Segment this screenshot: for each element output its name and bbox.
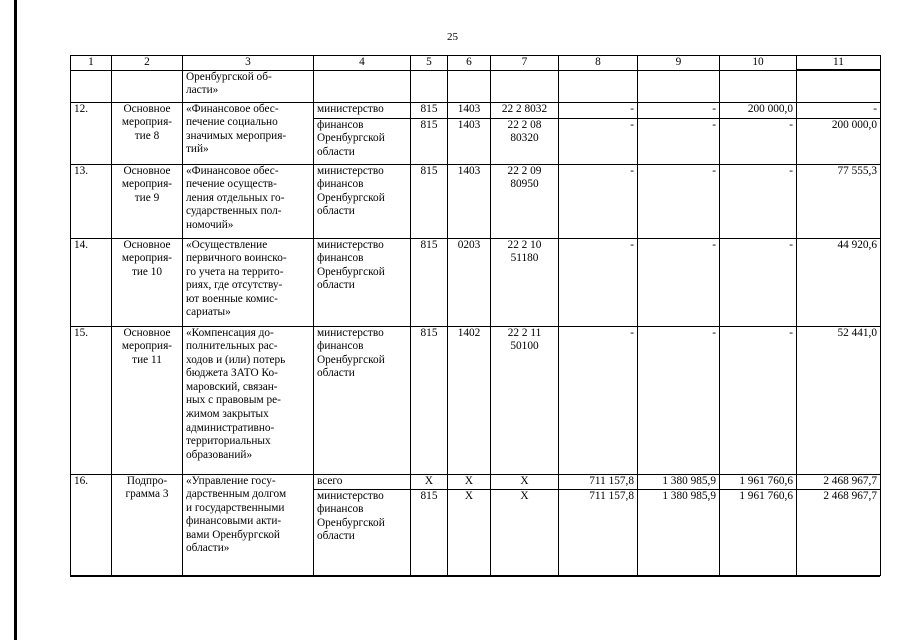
- header-cell: 8: [559, 56, 638, 71]
- cell-value: 52 441,0: [797, 326, 881, 474]
- cell-number: 15.: [71, 326, 112, 474]
- budget-table: [70, 55, 881, 576]
- cell-rzpr: 1403: [448, 164, 491, 238]
- cell-value: -: [720, 118, 797, 164]
- cell-value: -: [638, 102, 720, 118]
- cell-empty: [71, 70, 112, 102]
- cell-value: -: [638, 164, 720, 238]
- cell-value: -: [638, 118, 720, 164]
- cell-number: 14.: [71, 238, 112, 326]
- cell-value: -: [720, 238, 797, 326]
- cell-value: -: [720, 164, 797, 238]
- cell-empty: [797, 70, 881, 102]
- table-bottom-border: [70, 575, 880, 577]
- header-cell: 1: [71, 56, 112, 71]
- cell-value: 2 468 967,7: [797, 489, 881, 575]
- cell-empty: [112, 70, 183, 102]
- cell-name: Основное мероприя- тие 9: [112, 164, 183, 238]
- header-cell: 4: [314, 56, 411, 71]
- cell-executor: финансов Оренбургской области: [314, 118, 411, 164]
- cell-number: 16.: [71, 474, 112, 575]
- cell-csr: 22 2 8032: [491, 102, 559, 118]
- table-row: [71, 326, 881, 474]
- header-cell: 6: [448, 56, 491, 71]
- table-row: [71, 164, 881, 238]
- cell-csr: 22 2 08 80320: [491, 118, 559, 164]
- header-cell: 3: [183, 56, 314, 71]
- cell-value: -: [720, 326, 797, 474]
- header-row: [71, 56, 881, 71]
- cell-empty: [559, 70, 638, 102]
- cell-name: Основное мероприя- тие 10: [112, 238, 183, 326]
- table-row: [71, 474, 881, 489]
- cell-value: 1 380 985,9: [638, 489, 720, 575]
- cell-name: Основное мероприя- тие 11: [112, 326, 183, 474]
- cell-executor: министерство финансов Оренбургской области: [314, 489, 411, 575]
- cell-grbs: 815: [411, 118, 448, 164]
- cell-rzpr: Х: [448, 474, 491, 489]
- cell-grbs: 815: [411, 238, 448, 326]
- cell-value: -: [559, 164, 638, 238]
- header-cell: 9: [638, 56, 720, 71]
- cell-executor: всего: [314, 474, 411, 489]
- cell-title: «Компенсация до- полнительных рас- ходов и (или) потерь бюджета ЗАТО Ко- маровский, связан- ных с правовым ре- жимом закрытых административно- территориальных образований»: [183, 326, 314, 474]
- cell-grbs: 815: [411, 326, 448, 474]
- cell-value: -: [797, 102, 881, 118]
- cell-rzpr: 1402: [448, 326, 491, 474]
- cell-title: «Финансовое обес- печение социально значимых мероприя- тий»: [183, 102, 314, 164]
- cell-csr: 22 2 09 80950: [491, 164, 559, 238]
- cell-empty: [314, 70, 411, 102]
- cell-grbs: 815: [411, 102, 448, 118]
- cell-value: 200 000,0: [720, 102, 797, 118]
- cell-name: Подпро- грамма 3: [112, 474, 183, 575]
- cell-title: «Управление госу- дарственным долгом и государственными финансовыми акти- вами Оренбургской области»: [183, 474, 314, 575]
- cell-empty: [491, 70, 559, 102]
- cell-value: 1 380 985,9: [638, 474, 720, 489]
- cell-title: Оренбургской об- ласти»: [183, 70, 314, 102]
- table-row: [71, 238, 881, 326]
- table-row: [71, 102, 881, 118]
- cell-grbs: 815: [411, 164, 448, 238]
- scan-edge-line: [14, 0, 17, 640]
- cell-value: 2 468 967,7: [797, 474, 881, 489]
- cell-title: «Финансовое обес- печение осуществ- ления отдельных го- сударственных пол- номочий»: [183, 164, 314, 238]
- cell-value: 711 157,8: [559, 474, 638, 489]
- header-cell: 2: [112, 56, 183, 71]
- cell-title: «Осуществление первичного воинско- го учета на террито- риях, где отсутству- ют военные комис- сариаты»: [183, 238, 314, 326]
- cell-number: 12.: [71, 102, 112, 164]
- cell-rzpr: 1403: [448, 118, 491, 164]
- cell-value: 1 961 760,6: [720, 474, 797, 489]
- cell-empty: [638, 70, 720, 102]
- cell-value: -: [559, 326, 638, 474]
- cell-empty: [411, 70, 448, 102]
- cell-executor: министерство финансов Оренбургской области: [314, 164, 411, 238]
- header-cell: 7: [491, 56, 559, 71]
- page-number: 25: [447, 31, 458, 43]
- header-cell: 10: [720, 56, 797, 71]
- cell-value: -: [559, 238, 638, 326]
- cell-value: -: [559, 102, 638, 118]
- cell-value: 44 920,6: [797, 238, 881, 326]
- cell-rzpr: Х: [448, 489, 491, 575]
- cell-csr: 22 2 10 51180: [491, 238, 559, 326]
- cell-grbs: Х: [411, 474, 448, 489]
- cell-executor: министерство: [314, 102, 411, 118]
- cell-csr: Х: [491, 474, 559, 489]
- cell-empty: [448, 70, 491, 102]
- cell-executor: министерство финансов Оренбургской области: [314, 238, 411, 326]
- cell-rzpr: 0203: [448, 238, 491, 326]
- cell-value: -: [559, 118, 638, 164]
- cell-value: 77 555,3: [797, 164, 881, 238]
- cell-csr: Х: [491, 489, 559, 575]
- cell-number: 13.: [71, 164, 112, 238]
- cell-value: 1 961 760,6: [720, 489, 797, 575]
- cell-value: -: [638, 326, 720, 474]
- cell-name: Основное мероприя- тие 8: [112, 102, 183, 164]
- cell-rzpr: 1403: [448, 102, 491, 118]
- cell-value: -: [638, 238, 720, 326]
- cell-empty: [720, 70, 797, 102]
- cell-value: 711 157,8: [559, 489, 638, 575]
- header-cell: 5: [411, 56, 448, 71]
- cell-csr: 22 2 11 50100: [491, 326, 559, 474]
- cell-executor: министерство финансов Оренбургской области: [314, 326, 411, 474]
- cell-grbs: 815: [411, 489, 448, 575]
- cell-value: 200 000,0: [797, 118, 881, 164]
- continuation-row: [71, 70, 881, 102]
- header-cell: 11: [797, 56, 881, 71]
